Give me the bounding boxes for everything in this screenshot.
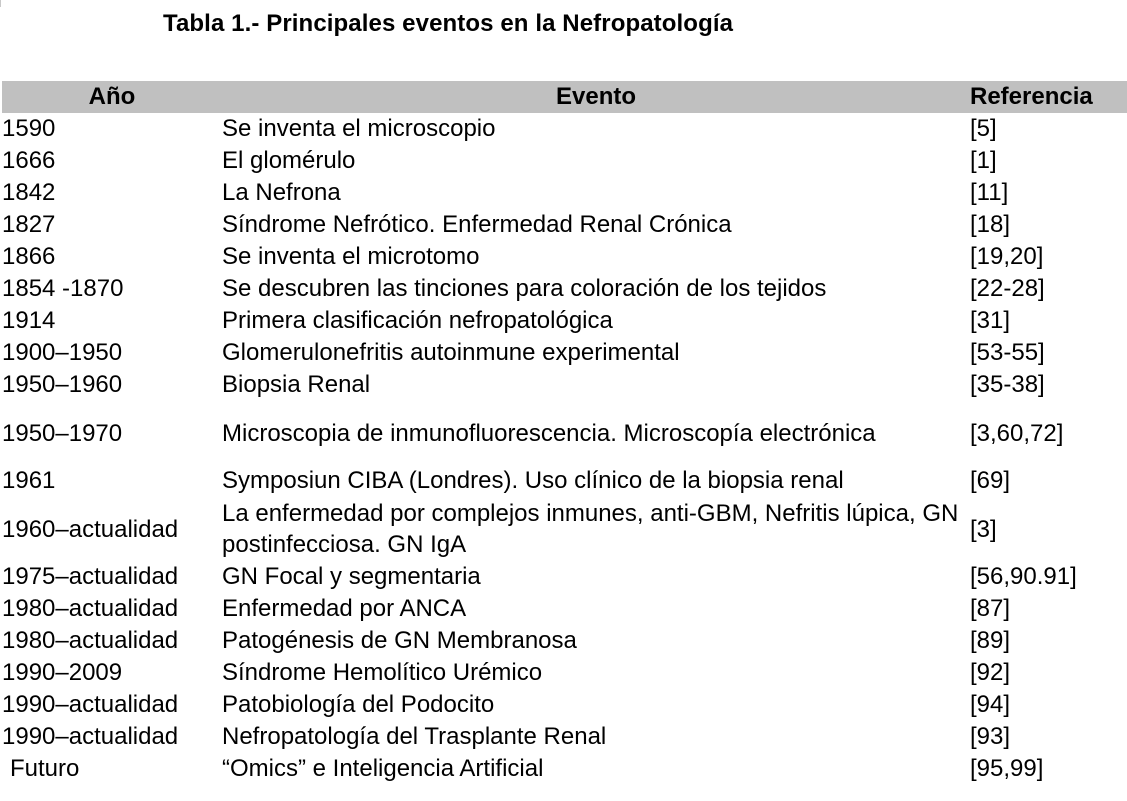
- reference-cell: [94]: [970, 691, 1011, 718]
- table-row: [2, 305, 1127, 337]
- corner-mark: [0, 0, 3, 7]
- event-cell: Symposiun CIBA (Londres). Uso clínico de la biopsia renal: [222, 467, 844, 494]
- year-cell: 1980–actualidad: [2, 595, 179, 622]
- year-cell: 1990–actualidad: [2, 691, 179, 718]
- event-cell: Síndrome Nefrótico. Enfermedad Renal Crónica: [222, 211, 732, 238]
- year-cell: 1961: [2, 467, 56, 494]
- event-cell: Se descubren las tinciones para coloración de los tejidos: [222, 275, 827, 302]
- year-cell: 1950–1960: [2, 371, 123, 398]
- reference-cell: [31]: [970, 307, 1011, 334]
- header-event: Evento: [555, 83, 636, 110]
- reference-cell: [69]: [970, 467, 1011, 494]
- table-header: [2, 81, 1127, 113]
- header-year: Año: [88, 83, 136, 110]
- year-cell: 1900–1950: [2, 339, 123, 366]
- event-cell: Microscopia de inmunofluorescencia. Microscopía electrónica: [222, 419, 876, 447]
- event-cell: Biopsia Renal: [222, 371, 371, 398]
- event-cell: GN Focal y segmentaria: [222, 563, 481, 590]
- year-cell: 1666: [2, 147, 56, 174]
- reference-cell: [93]: [970, 723, 1011, 750]
- reference-cell: [3,60,72]: [970, 419, 1064, 447]
- table-row: [2, 593, 1127, 625]
- table-row: [2, 657, 1127, 689]
- year-cell: 1990–2009: [2, 659, 123, 686]
- event-cell: La Nefrona: [222, 179, 341, 206]
- year-cell: 1866: [2, 243, 56, 270]
- reference-cell: [89]: [970, 627, 1011, 654]
- reference-cell: [92]: [970, 659, 1011, 686]
- events-table: [2, 81, 1127, 785]
- year-cell: 1950–1970: [2, 419, 123, 447]
- event-cell: “Omics” e Inteligencia Artificial: [222, 755, 544, 782]
- reference-cell: [22-28]: [970, 275, 1045, 302]
- header-reference: Referencia: [970, 83, 1093, 110]
- event-cell: Se inventa el microscopio: [222, 115, 496, 142]
- reference-cell: [95,99]: [970, 755, 1044, 782]
- event-cell: El glomérulo: [222, 147, 356, 174]
- year-cell: 1980–actualidad: [2, 627, 179, 654]
- year-cell: 1990–actualidad: [2, 723, 179, 750]
- reference-cell: [87]: [970, 595, 1011, 622]
- event-cell: Glomerulonefritis autoinmune experimental: [222, 339, 680, 366]
- event-cell: Nefropatología del Trasplante Renal: [222, 723, 607, 750]
- year-cell: 1842: [2, 179, 56, 206]
- reference-cell: [35-38]: [970, 371, 1045, 398]
- reference-cell: [3]: [970, 515, 997, 543]
- event-cell: Síndrome Hemolítico Urémico: [222, 659, 543, 686]
- event-cell: Se inventa el microtomo: [222, 243, 480, 270]
- table-row: [2, 625, 1127, 657]
- year-cell: 1975–actualidad: [2, 563, 179, 590]
- reference-cell: [11]: [970, 179, 1009, 206]
- reference-cell: [5]: [970, 115, 997, 142]
- event-cell: Patobiología del Podocito: [222, 691, 495, 718]
- table-row: [2, 337, 1127, 369]
- table-row: [2, 497, 1127, 561]
- table-body: [2, 113, 1127, 785]
- reference-cell: [53-55]: [970, 339, 1045, 366]
- reference-cell: [19,20]: [970, 243, 1044, 270]
- event-cell: Enfermedad por ANCA: [222, 595, 467, 622]
- year-cell: 1960–actualidad: [2, 515, 179, 543]
- table-row: [2, 209, 1127, 241]
- reference-cell: [56,90.91]: [970, 563, 1077, 590]
- reference-cell: [18]: [970, 211, 1011, 238]
- event-cell: La enfermedad por complejos inmunes, anti-GBM, Nefritis lúpica, GN postinfecciosa. GN IgA: [222, 500, 959, 558]
- table-row: [2, 145, 1127, 177]
- table-row: [2, 401, 1127, 465]
- year-cell: 1914: [2, 307, 56, 334]
- year-cell: 1827: [2, 211, 56, 238]
- table-row: [2, 273, 1127, 305]
- table-row: [2, 721, 1127, 753]
- table-row: [2, 561, 1127, 593]
- table-row: [2, 241, 1127, 273]
- table-title: Tabla 1.- Principales eventos en la Nefropatología: [163, 10, 734, 37]
- table-row: [2, 113, 1127, 145]
- table-row: [2, 177, 1127, 209]
- event-cell: Primera clasificación nefropatológica: [222, 307, 613, 334]
- table-row: [2, 753, 1127, 785]
- table-row: [2, 689, 1127, 721]
- year-cell: 1590: [2, 115, 56, 142]
- reference-cell: [1]: [970, 147, 997, 174]
- event-cell: Patogénesis de GN Membranosa: [222, 627, 577, 654]
- year-cell: Futuro: [10, 755, 80, 782]
- table-row: [2, 465, 1127, 497]
- year-cell: 1854 -1870: [2, 275, 124, 302]
- table-row: [2, 369, 1127, 401]
